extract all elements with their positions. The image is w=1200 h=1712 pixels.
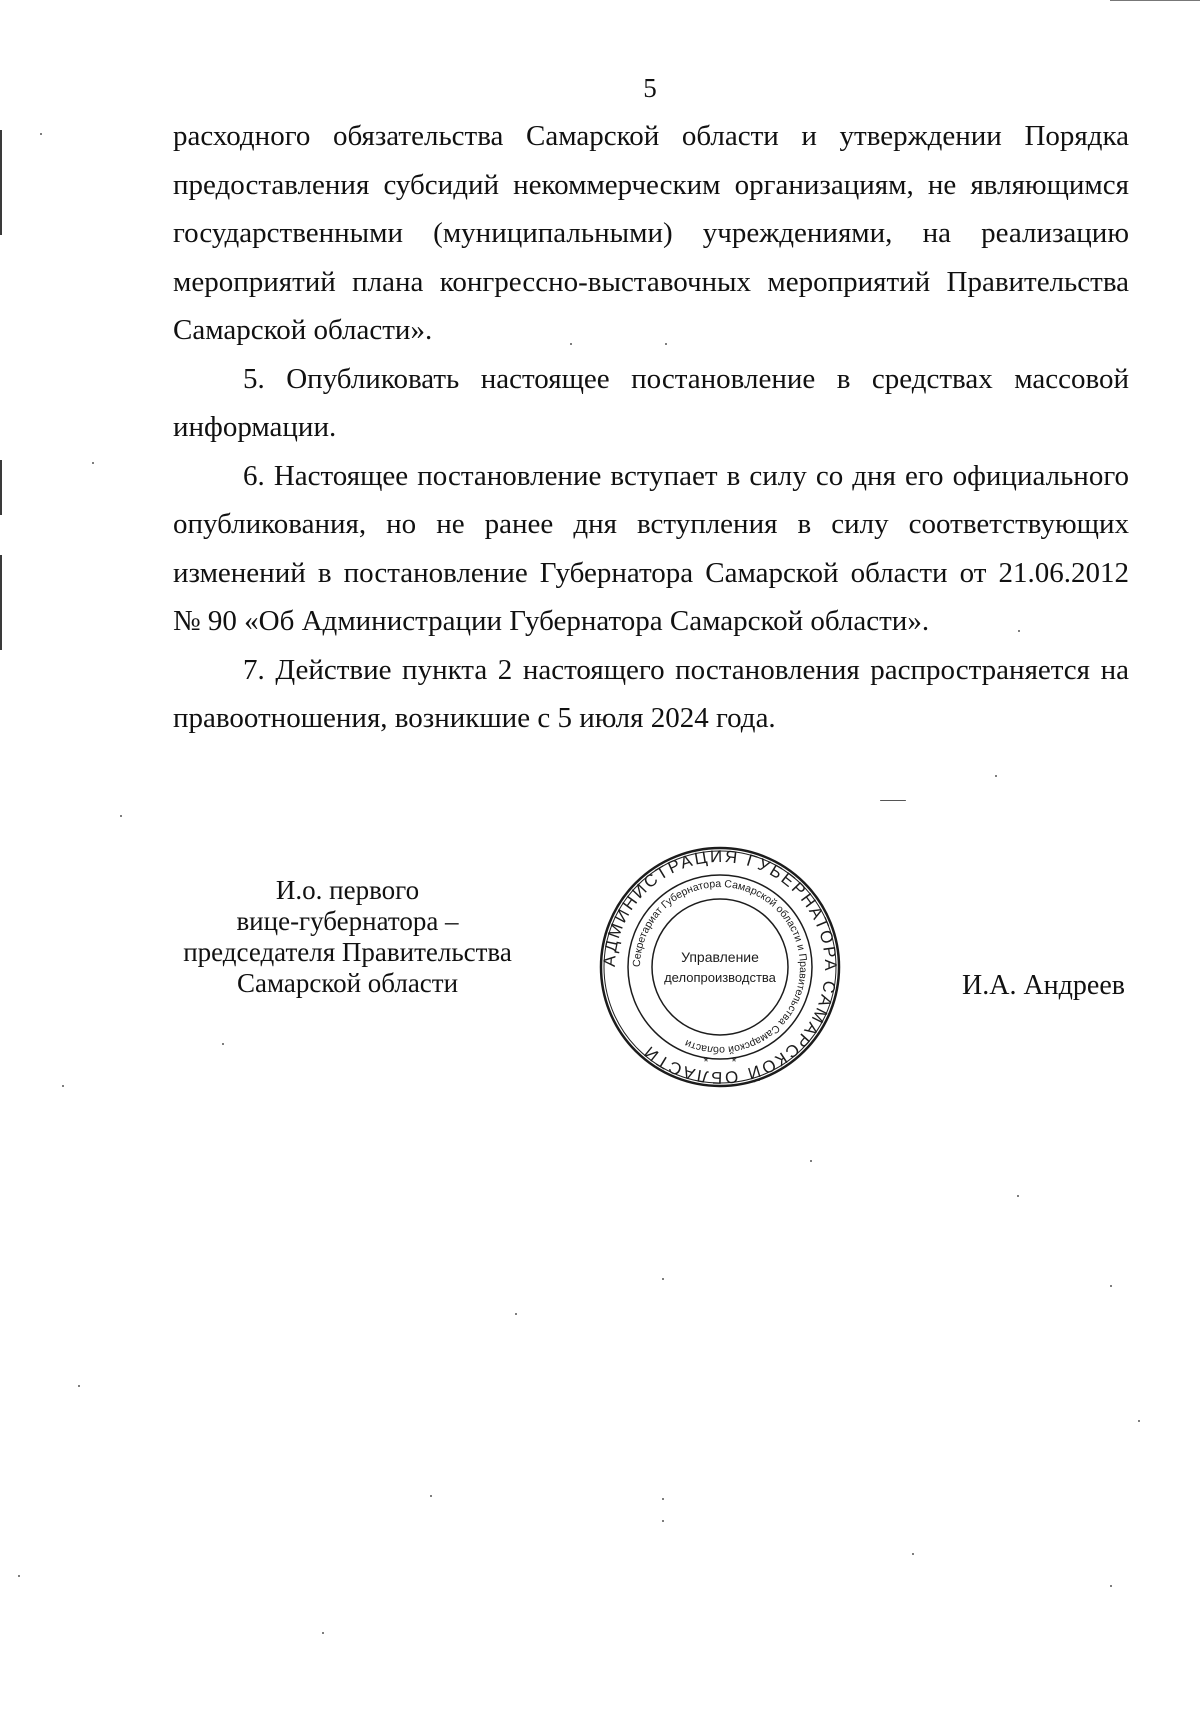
stamp-inner-text: Секретариат Губернатора Самарской области и Правительства Самарской области xyxy=(630,877,810,1057)
scan-speck xyxy=(662,1520,664,1522)
scan-speck xyxy=(665,343,667,345)
scan-speck xyxy=(62,1085,64,1087)
signatory-name: И.А. Андреев xyxy=(962,970,1125,1001)
scan-speck xyxy=(1110,1585,1112,1587)
scan-speck xyxy=(18,1575,20,1577)
scan-margin-mark xyxy=(0,555,2,650)
page-number: 5 xyxy=(643,73,657,103)
scan-speck xyxy=(570,343,572,345)
scan-speck xyxy=(120,815,122,817)
scan-speck xyxy=(1138,1420,1140,1422)
scan-speck xyxy=(222,1043,224,1045)
stamp-star: * xyxy=(703,1054,709,1069)
scan-speck xyxy=(662,1498,664,1500)
scan-speck xyxy=(1017,1195,1019,1197)
paragraph-item-6: 6. Настоящее постановление вступает в силу со дня его официального опубликования, но не ранее дня вступления в силу соответствующих изменений в постановление Губернатора Самарской области от 21.06.2012 № 90 «Об Администрации Губернатора Самарской области». xyxy=(173,459,1129,637)
scan-speck xyxy=(912,1553,914,1555)
document-body xyxy=(173,112,1129,743)
scan-speck xyxy=(78,1385,80,1387)
scan-speck xyxy=(1018,630,1020,632)
stamp-middle-ring xyxy=(628,875,812,1059)
scan-speck xyxy=(515,1313,517,1315)
stamp-center-line-1: Управление xyxy=(681,949,759,965)
official-stamp xyxy=(598,845,842,1089)
scan-speck xyxy=(880,800,906,801)
scan-speck xyxy=(995,775,997,777)
scan-edge-line xyxy=(1110,0,1200,1)
paragraph-item-7: 7. Действие пункта 2 настоящего постановления распространяется на правоотношения, возникшие с 5 июля 2024 года. xyxy=(173,653,1129,734)
paragraph-item-5: 5. Опубликовать настоящее постановление в средствах массовой информации. xyxy=(173,362,1129,443)
signatory-position-line: вице-губернатора – xyxy=(236,906,459,936)
scan-speck xyxy=(810,1160,812,1162)
scan-speck xyxy=(662,1278,664,1280)
scan-speck xyxy=(1110,1285,1112,1287)
stamp-center-line-2: делопроизводства xyxy=(664,970,776,985)
scan-margin-mark xyxy=(0,460,2,515)
stamp-star: * xyxy=(731,1054,737,1069)
paragraph-continuation: расходного обязательства Самарской области и утверждении Порядка предоставления субсидий некоммерческим организациям, не являющимся государственными (муниципальными) учреждениями, на реализацию мероприятий плана конгрессно-выставочных мероприятий Правительства Самарской области». xyxy=(173,120,1129,346)
scan-speck xyxy=(430,1495,432,1497)
signatory-position xyxy=(160,875,535,999)
scan-margin-mark xyxy=(0,130,2,235)
signatory-position-line: И.о. первого xyxy=(275,875,420,905)
stamp-outer-text: АДМИНИСТРАЦИЯ ГУБЕРНАТОРА САМАРСКОЙ ОБЛАСТИ xyxy=(599,846,841,1088)
scan-speck xyxy=(322,1632,324,1634)
signatory-position-line: Самарской области xyxy=(236,968,459,998)
scan-speck xyxy=(92,462,94,464)
signatory-position-line: председателя Правительства xyxy=(183,937,512,967)
stamp-inner-ring xyxy=(652,899,788,1035)
scan-speck xyxy=(40,133,42,135)
